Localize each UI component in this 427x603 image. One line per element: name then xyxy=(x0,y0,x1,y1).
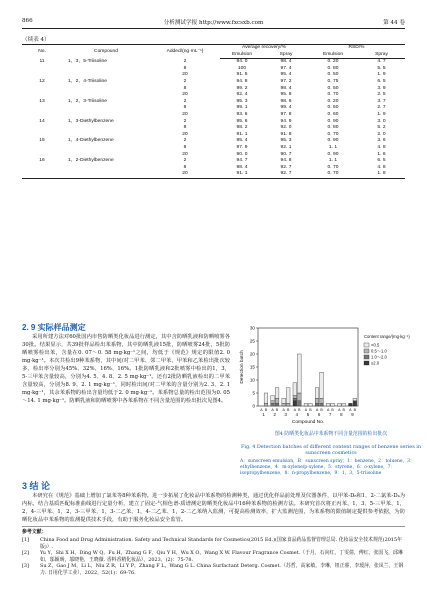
figure-caption-cn: 图4 防晒类化妆品中苯系物不同含量范围的检出批次 xyxy=(274,431,388,437)
table-cell xyxy=(62,86,150,93)
table-cell: 92. 1 xyxy=(280,144,292,150)
table-cell: 14 xyxy=(39,118,45,124)
group-label: B xyxy=(320,408,323,412)
table-cell: 0. 20 xyxy=(327,98,339,104)
bar-segment xyxy=(320,398,324,403)
table-cell: 93. 6 xyxy=(236,111,248,117)
table-cell: 98. 4 xyxy=(236,164,248,170)
table-cell: 2 xyxy=(183,138,187,144)
bar-segment xyxy=(271,396,275,401)
table-cell: 2. 0 xyxy=(377,131,386,137)
legend-swatch xyxy=(364,355,369,359)
plot-frame xyxy=(258,328,358,406)
table-cell: 94. 7 xyxy=(236,158,248,164)
table-cell: 2 xyxy=(183,58,187,64)
table-cell xyxy=(62,145,150,152)
table-cell: 99. 1 xyxy=(236,105,248,111)
table-row xyxy=(22,119,405,126)
bar-segment xyxy=(315,388,319,398)
table-cell: 100 xyxy=(237,65,247,71)
table-cell xyxy=(22,86,62,93)
table-cell xyxy=(22,105,62,112)
table-cell: 4. 8 xyxy=(377,144,386,150)
bar-segment xyxy=(326,403,330,406)
references-rule xyxy=(22,526,405,527)
table-cell: 8 xyxy=(183,65,187,71)
table-cell: 98. 4 xyxy=(280,85,292,91)
table-cell xyxy=(22,66,62,73)
bar-segment xyxy=(349,403,353,406)
bar-segment xyxy=(309,403,313,406)
table-cell: 11 xyxy=(39,58,45,64)
table-cell: 98. 4 xyxy=(280,59,292,65)
group-label: B xyxy=(264,408,268,412)
table-cell: 95. 4 xyxy=(236,138,248,144)
table-cell: 1. 1 xyxy=(328,144,338,150)
table-row xyxy=(22,125,405,132)
table-cell: 0. 70 xyxy=(327,164,339,170)
table-cell xyxy=(62,66,150,73)
header-compound: Compound xyxy=(62,45,150,59)
table-cell: 20 xyxy=(182,151,188,157)
y-tick-label: 30 xyxy=(249,325,255,331)
table-cell xyxy=(22,165,62,172)
bar-segment xyxy=(282,398,286,403)
table-cell: 95. 3 xyxy=(280,138,292,144)
table-cell: 20 xyxy=(150,171,220,178)
y-tick-label: 10 xyxy=(249,377,255,383)
legend-swatch xyxy=(364,343,369,347)
table-cell: 0. 60 xyxy=(327,111,339,117)
table-cell: 4. 8 xyxy=(377,164,386,170)
table-cell: 1，4-Diethylbenzene xyxy=(68,138,114,144)
table-cell: 97. 8 xyxy=(280,111,292,117)
table-cell: 3. 6 xyxy=(377,138,386,144)
bar-segment xyxy=(297,354,301,393)
bar-segment xyxy=(320,403,324,406)
table-cell: 3. 9 xyxy=(377,85,386,91)
table-cell: 8 xyxy=(183,125,187,131)
table-cell: 1. 9 xyxy=(377,111,386,117)
table-cell: 1. 9 xyxy=(377,72,386,78)
header-rsd: RSD/% xyxy=(308,45,405,52)
bar-segment xyxy=(297,393,301,401)
category-label: 5 xyxy=(306,412,310,417)
y-axis-label: Detection batch xyxy=(240,350,245,384)
table-cell: 15 xyxy=(39,138,45,144)
table-cell: 0. 60 xyxy=(327,105,339,111)
recovery-table xyxy=(22,44,405,179)
table-cell xyxy=(22,145,62,152)
table-cell xyxy=(62,105,150,112)
table-cell: 8 xyxy=(183,144,187,150)
table-cell: 90. 0 xyxy=(236,151,248,157)
table-continued-label: （续表 4） xyxy=(22,37,50,43)
legend-title: Content range/(mg·kg⁻¹) xyxy=(364,334,410,339)
group-label: B xyxy=(353,408,357,412)
legend-label: ≥2.0 xyxy=(371,360,380,366)
table-cell: 8 xyxy=(183,105,187,111)
references-title: 参考文献： xyxy=(22,529,47,535)
category-label: 1 xyxy=(262,412,265,417)
y-tick-label: 0 xyxy=(252,403,255,409)
group-label: B xyxy=(342,408,345,412)
table-cell: 6. 5 xyxy=(377,78,386,84)
category-label: 4 xyxy=(295,412,299,417)
table-cell: 2 xyxy=(183,78,187,84)
legend-swatch xyxy=(364,361,369,365)
header-added: Added/(ng·mL⁻¹) xyxy=(150,45,220,59)
reference-text: Su Z，Gao J M，Li L，Niu Z R，Li Y P，Zhang F L，Wang G L. China Surfactant Deterg. Cosmet.（苏哲，高家敏，李琳，钮正睿，李瑗萍，张凤兰，王钢力. 日用化学工业），2022，52(1)：69-76. xyxy=(40,563,404,576)
running-header xyxy=(22,18,405,28)
table-cell: 1，3-Diethylbenzene xyxy=(68,118,114,124)
table-cell: 5. 2 xyxy=(377,125,386,131)
table-cell: 92. 0 xyxy=(280,125,292,131)
table-cell: 5. 5 xyxy=(377,65,386,71)
table-cell: 2. 7 xyxy=(377,105,386,111)
table-cell: 1. 1 xyxy=(328,158,338,164)
section-2-9-title: 2. 9 实际样品测定 xyxy=(22,323,86,332)
table-cell: 97. 2 xyxy=(280,78,292,84)
table-cell: 94. 9 xyxy=(280,118,292,124)
legend-label: 1.0～2.0 xyxy=(371,354,387,360)
table-row xyxy=(22,59,405,66)
table-row xyxy=(22,79,405,86)
table-cell: 1，2，4-Triisoline xyxy=(68,78,107,84)
y-tick-label: 25 xyxy=(249,338,255,344)
table-row xyxy=(22,99,405,106)
group-label: A xyxy=(315,408,319,412)
table-cell: 2 xyxy=(183,98,187,104)
table-cell: 0. 70 xyxy=(308,171,358,178)
table-cell: 3. 0 xyxy=(377,118,386,124)
category-label: 6 xyxy=(317,412,321,417)
legend-swatch xyxy=(364,349,369,353)
table-cell xyxy=(62,165,150,172)
table-cell: 97. 4 xyxy=(280,65,292,71)
table-cell: 0. 70 xyxy=(327,92,339,98)
section-3-text: 本研究在《规范》基础上增加了氯苯等8种苯系物。进一步拓展了化妆品中苯系物的检测种类，通过优化样品前处理及仪器条件，以甲苯-D₈和1，2-二氯苯-D₄为内标，结合基质匹配标准曲线进行定量分析，建立了固定-气相色谱-质谱测定防晒类化妆品中16种苯系物的检测方法。本研究首次将正丙苯、1，3，5-三甲苯、1，2，4-三甲苯、1，2，3-三甲苯、1，3-二乙苯、1，4-二乙苯、1，2-二乙苯纳入监测，可提高检测效率，扩大监测范围，为苯系物的限值制定提供参考依据，为防晒化妆品中苯系物的监测提供技术手段，有助于服务化妆品安全监管。 xyxy=(22,493,405,523)
group-label: A xyxy=(271,408,274,412)
table-cell: 1. 6 xyxy=(377,151,386,157)
table-cell: 2 xyxy=(183,158,187,164)
table-row xyxy=(22,92,405,99)
section-3-title: 3 结 论 xyxy=(22,481,51,491)
bar-segment xyxy=(297,401,301,406)
table-cell: 92. 7 xyxy=(280,164,292,170)
x-axis-label: Compound No. xyxy=(291,420,325,425)
table-cell: 95. 3 xyxy=(236,98,248,104)
table-cell: 1，2-Diethylbenzene xyxy=(68,158,114,164)
table-row xyxy=(22,171,405,178)
header-no: No. xyxy=(22,45,62,59)
bar-segment xyxy=(315,398,319,403)
table-cell: 13 xyxy=(39,98,45,104)
y-tick-label: 20 xyxy=(249,351,255,357)
bar-segment xyxy=(353,401,357,406)
table-cell xyxy=(62,171,150,178)
table-cell: 95. 6 xyxy=(236,118,248,124)
table-body xyxy=(22,59,405,179)
references-list xyxy=(22,537,405,577)
header-recovery-emulsion: Emulsion xyxy=(220,52,264,59)
reference-number: [1] xyxy=(22,537,29,543)
table-cell: 91. 5 xyxy=(236,72,248,78)
table-cell: 20 xyxy=(182,131,188,137)
header-recovery-spray: Spray xyxy=(264,52,308,59)
header-rsd-emulsion: Emulsion xyxy=(308,52,358,59)
table-cell: 92. 4 xyxy=(236,92,248,98)
table-cell: 90. 7 xyxy=(280,151,292,157)
bar-segment xyxy=(315,403,319,406)
table-cell xyxy=(62,92,150,99)
table-cell: 20 xyxy=(182,72,188,78)
table-cell: 0. 70 xyxy=(327,131,339,137)
header-recovery: Average recovery/% xyxy=(220,45,308,52)
bar-segment xyxy=(271,401,275,404)
table-cell: 92. 7 xyxy=(264,171,308,178)
bar-segment xyxy=(337,403,341,406)
table-cell: 99. 4 xyxy=(280,105,292,111)
reference-number: [3] xyxy=(22,563,29,570)
table-cell: 0. 90 xyxy=(327,138,339,144)
bar-segment xyxy=(264,393,268,403)
group-label: A xyxy=(293,408,297,412)
reference-item xyxy=(22,537,405,550)
table-row xyxy=(22,112,405,119)
group-label: A xyxy=(282,408,285,412)
table-cell: 12 xyxy=(39,78,45,84)
reference-item xyxy=(22,550,405,563)
table-cell: 0. 80 xyxy=(327,65,339,71)
category-label: 2 xyxy=(273,412,276,417)
table-cell: 94. 0 xyxy=(236,59,248,65)
table-cell: 20 xyxy=(182,111,188,117)
table-cell: 98. 2 xyxy=(236,125,248,131)
table-cell: 0. 75 xyxy=(327,78,339,84)
reference-item xyxy=(22,563,405,576)
group-label: A xyxy=(326,408,330,412)
table-cell: 91. 1 xyxy=(220,171,264,178)
table-row xyxy=(22,165,405,172)
table-cell: 97. 9 xyxy=(236,144,248,150)
table-row xyxy=(22,86,405,93)
table-cell: 8 xyxy=(183,164,187,170)
category-label: 3 xyxy=(284,412,288,417)
table-cell xyxy=(22,171,62,178)
bar-segment xyxy=(286,388,290,404)
table-cell xyxy=(22,92,62,99)
figure-caption-en: Fig. 4 Detection batches of different content ranges of benzene series in sunscreen cosmetics xyxy=(241,444,421,457)
table-cell: 3. 7 xyxy=(377,98,386,104)
table-cell: 0. 20 xyxy=(327,59,339,65)
table-cell: 2. 5 xyxy=(377,92,386,98)
table-cell: 98. 6 xyxy=(280,98,292,104)
y-tick-label: 5 xyxy=(252,390,255,396)
table-cell: 0. 50 xyxy=(327,85,339,91)
table-cell: 0. 50 xyxy=(327,72,339,78)
table-cell: 16 xyxy=(39,158,45,164)
table-cell: 1，3，5-Triisoline xyxy=(68,58,107,64)
bar-segment xyxy=(275,403,279,406)
table-cell xyxy=(62,112,150,119)
table-cell: 95. 4 xyxy=(280,72,292,78)
table-row xyxy=(22,158,405,165)
group-label: B xyxy=(286,408,290,412)
table-row xyxy=(22,72,405,79)
section-2-9-text: 采用所建方法对60批国内市售防晒类化妆品进行测定，其中含防晒乳液和防晒喷雾各30批。结果显示，共39批样品检出苯系物，其中防晒乳液15批，防晒喷雾24批，5批防晒喷雾检出苯，含量在0. 07～0. 58 mg·kg⁻¹之间，均低于《规范》规定的限值2. 0 mg·kg⁻¹。本次共检出9种苯系物，其中间/对二甲苯、邻二甲苯、甲苯和乙苯检出批次较多，检出率分别为45%、32%、16%、16%。1批防晒乳液和2批喷雾中检出的1，3，5-三甲苯含量较高，分别为4. 5、4. 8、2. 5 mg·kg⁻¹。还有2批防晒乳液检出的二甲苯含量较高，分别为8. 9、2. 1 mg·kg⁻¹，同时检出间/对二甲苯的含量分别为2. 3、2. 1 mg·kg⁻¹，其余苯系物的检出含量均低于2. 0 mg·kg⁻¹。苯系物总量的检出范围为0. 05～14. 1 mg·kg⁻¹。防晒乳液和防晒喷雾中各苯系物在不同含量范围的检出批次见图4。 xyxy=(22,334,230,404)
bar-segment xyxy=(293,398,297,401)
bar-segment xyxy=(293,396,297,399)
bar-segment xyxy=(331,403,335,406)
table-cell: 91. 8 xyxy=(280,131,292,137)
table-row xyxy=(22,138,405,145)
table-cell: 8 xyxy=(183,85,187,91)
table-cell: 91. 1 xyxy=(236,131,248,137)
y-tick-label: 15 xyxy=(249,364,255,370)
group-label: A xyxy=(349,408,352,412)
reference-number: [2] xyxy=(22,550,29,557)
table-cell: 0. 80 xyxy=(327,125,339,131)
header-rsd-spray: Spray xyxy=(358,52,405,59)
detection-bar-chart xyxy=(236,322,422,428)
table-cell: 94. 8 xyxy=(280,158,292,164)
group-label: B xyxy=(298,408,301,412)
legend-label: <0.5 xyxy=(371,342,380,348)
table-cell: 20 xyxy=(182,92,188,98)
legend-label: 0.5～1.0 xyxy=(371,348,387,354)
table-cell: 1. 8 xyxy=(358,171,405,178)
bar-segment xyxy=(271,403,275,406)
category-label: 8 xyxy=(340,412,343,417)
volume-label: 第 44 卷 xyxy=(383,20,405,26)
table-cell: 99. 2 xyxy=(236,85,248,91)
table-row xyxy=(22,105,405,112)
bar-segment xyxy=(304,403,308,406)
group-label: B xyxy=(309,408,312,412)
table-row xyxy=(22,66,405,73)
table-cell xyxy=(62,125,150,132)
bar-segment xyxy=(342,403,346,406)
table-cell xyxy=(22,125,62,132)
table-cell: 6. 5 xyxy=(377,158,386,164)
group-label: B xyxy=(275,408,279,412)
bar-segment xyxy=(264,403,268,406)
group-label: A xyxy=(260,408,263,412)
group-label: B xyxy=(331,408,334,412)
figure-key: A：sunscreen emulsion，B：sunscreen spray；1：benzene，2：toluene，3：ethylbenzene，4：m-xylene/p-xylene，5：styrene，6：o-xylene，7：isopropylbenzene，8：n-propylbenzene，9：1，3，5-triisoline xyxy=(240,459,415,476)
table-cell xyxy=(22,112,62,119)
table-cell: 2 xyxy=(183,118,187,124)
table-cell: 1，2，3-Triisoline xyxy=(68,98,107,104)
page-number: 866 xyxy=(22,18,33,24)
bar-segment xyxy=(353,398,357,401)
bar-segment xyxy=(282,403,286,406)
journal-name: 分析测试学报 http://www.fxcsxb.com xyxy=(163,20,264,26)
bar-segment xyxy=(275,388,279,398)
reference-text: Yu Y，Shi X H，Ding W Q，Fu H，Zhang G F，Qiu Y H，Wu X O，Wang X W. Flavour Fragrance Cosmet.（于月，石向红，丁雯倩，傅红，张国飞，邱琳如，邬颖旸，邬晓艳，王晓薇. 香料香精化妆品），2023，(2)：75-78. xyxy=(40,550,403,563)
table-cell: 94. 8 xyxy=(236,78,248,84)
table-cell: 95. 8 xyxy=(280,92,292,98)
bar-segment xyxy=(293,383,297,396)
group-label: A xyxy=(338,408,341,412)
group-label: A xyxy=(304,408,308,412)
table-cell: 0. 90 xyxy=(327,118,339,124)
category-label: 7 xyxy=(328,412,332,417)
category-label: 9 xyxy=(351,412,354,417)
table-cell: 4. 7 xyxy=(377,59,386,65)
reference-text: China Food and Drug Administration. Safety and Technical Standards for Cosmetics(2015 Ed.)(国家食品药品监督管理总局. 化妆品安全技术规范(2015年版)）. xyxy=(40,537,402,550)
bar-segment xyxy=(320,372,324,398)
table-row xyxy=(22,145,405,152)
bar-segment xyxy=(275,398,279,403)
table-cell xyxy=(22,72,62,79)
bar-segment xyxy=(286,403,290,406)
bar-segment xyxy=(293,401,297,406)
table-cell: 0. 90 xyxy=(327,151,339,157)
table-cell xyxy=(62,72,150,79)
header-rule xyxy=(22,28,405,29)
